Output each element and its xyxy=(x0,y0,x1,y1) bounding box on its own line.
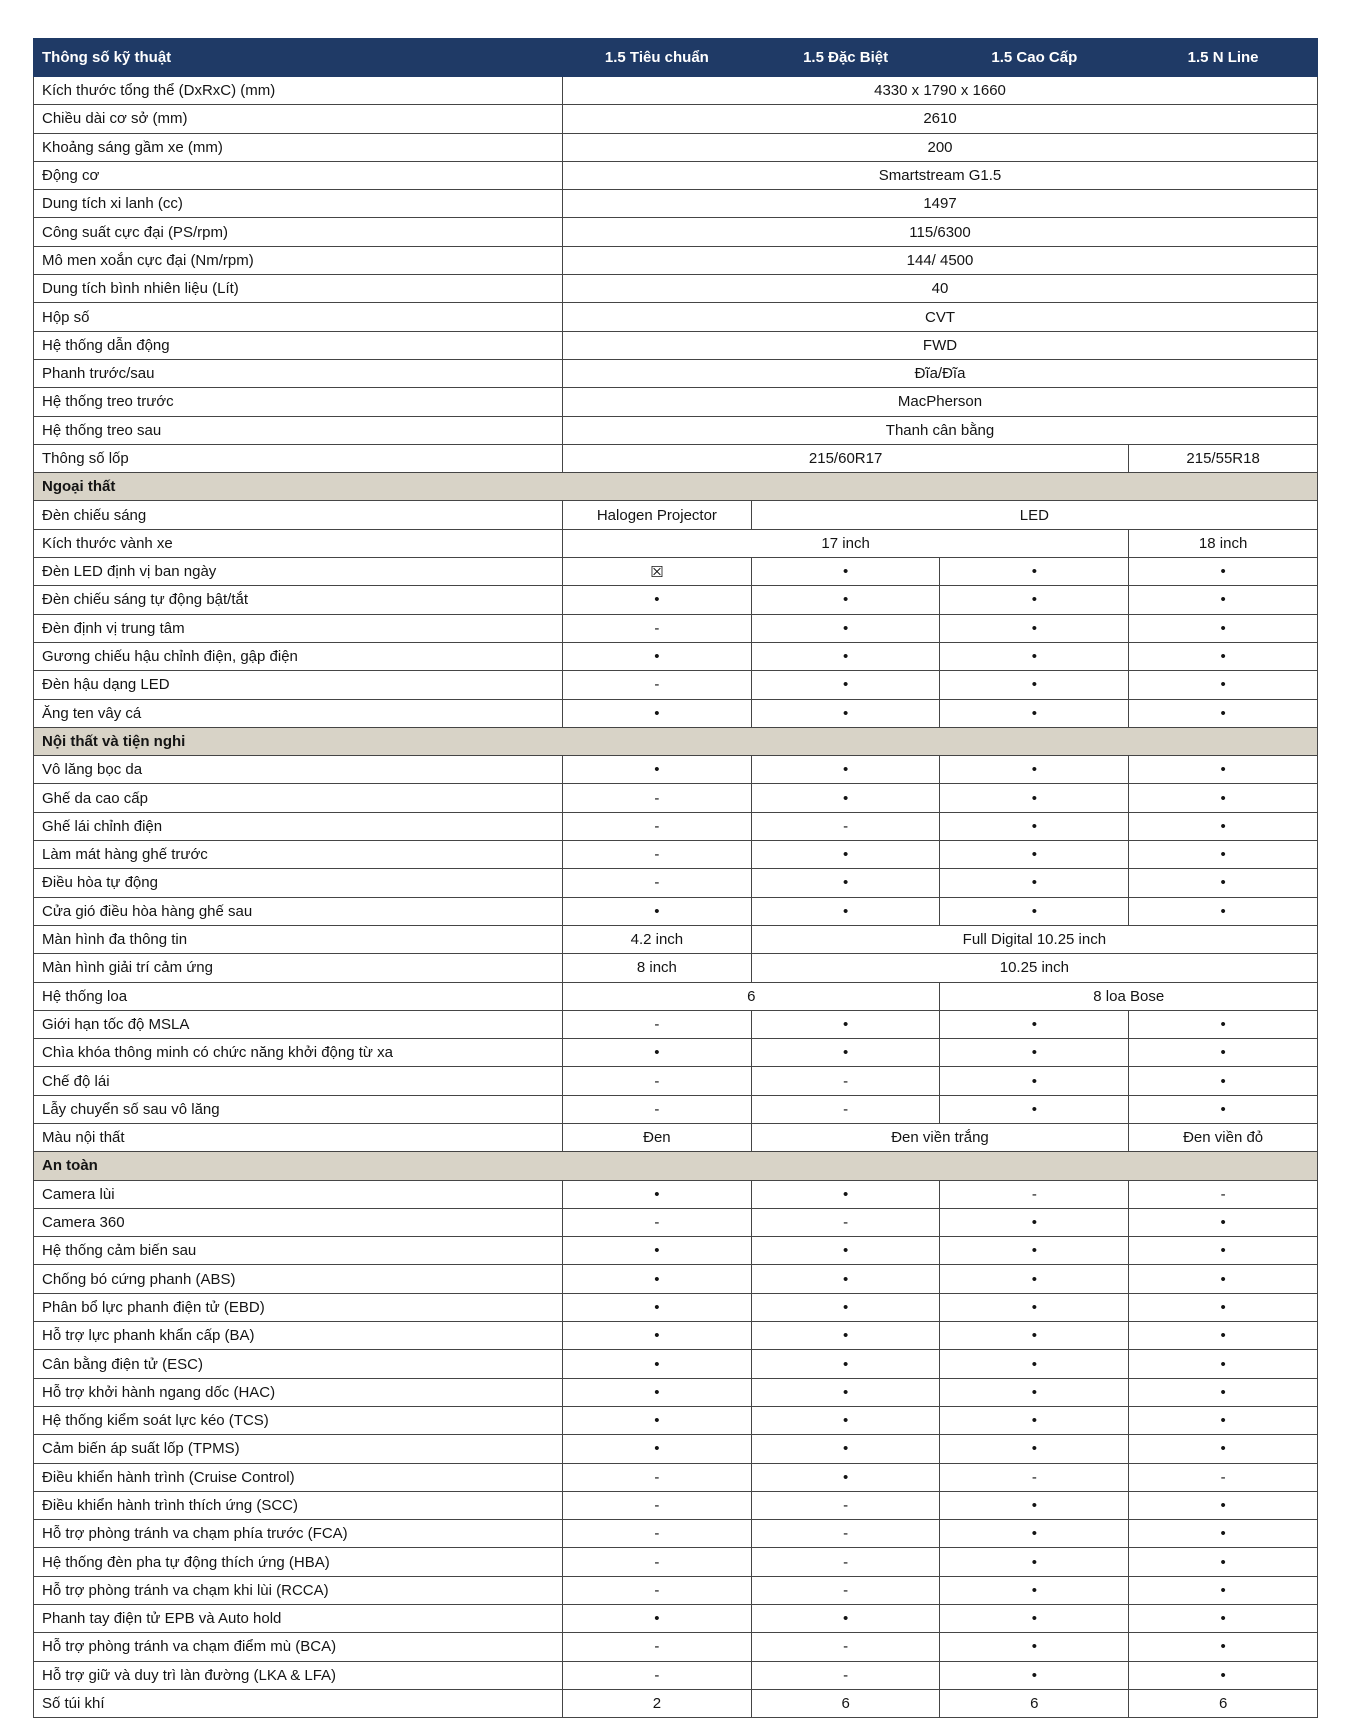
value-cell: - xyxy=(563,841,752,869)
value-cell: • xyxy=(940,642,1129,670)
spec-row xyxy=(34,897,1318,925)
spec-label: Vô lăng bọc da xyxy=(34,756,563,784)
value-cell: • xyxy=(1129,812,1318,840)
value-cell: • xyxy=(563,1350,752,1378)
value-cell: 4.2 inch xyxy=(563,925,752,953)
spec-label: Đèn chiếu sáng xyxy=(34,501,563,529)
value-cell: 6 xyxy=(751,1689,940,1717)
value-cell: • xyxy=(563,897,752,925)
value-cell: • xyxy=(940,671,1129,699)
value-cell: • xyxy=(940,841,1129,869)
spec-label: Chống bó cứng phanh (ABS) xyxy=(34,1265,563,1293)
value-cell: • xyxy=(940,1435,1129,1463)
spec-label: Màu nội thất xyxy=(34,1123,563,1151)
value-cell: - xyxy=(563,1661,752,1689)
value-cell: 200 xyxy=(563,133,1318,161)
value-cell: • xyxy=(751,1010,940,1038)
value-cell: 17 inch xyxy=(563,529,1129,557)
value-cell: • xyxy=(751,1378,940,1406)
section-title: Ngoại thất xyxy=(34,473,1318,501)
spec-label: Chiều dài cơ sở (mm) xyxy=(34,105,563,133)
spec-row xyxy=(34,133,1318,161)
value-cell: • xyxy=(1129,1406,1318,1434)
spec-label: Đèn định vị trung tâm xyxy=(34,614,563,642)
section-title: An toàn xyxy=(34,1152,1318,1180)
value-cell: • xyxy=(1129,784,1318,812)
value-cell: • xyxy=(1129,1548,1318,1576)
header-spec-label: Thông số kỹ thuật xyxy=(34,39,563,77)
value-cell: - xyxy=(1129,1180,1318,1208)
value-cell: • xyxy=(563,586,752,614)
spec-label: Hệ thống treo sau xyxy=(34,416,563,444)
value-cell: - xyxy=(1129,1463,1318,1491)
spec-label: Phân bổ lực phanh điện tử (EBD) xyxy=(34,1293,563,1321)
spec-label: Ghế lái chỉnh điện xyxy=(34,812,563,840)
value-cell: • xyxy=(1129,1095,1318,1123)
spec-row xyxy=(34,1265,1318,1293)
value-cell: - xyxy=(751,1633,940,1661)
spec-label: Camera lùi xyxy=(34,1180,563,1208)
spec-row xyxy=(34,1010,1318,1038)
value-cell: • xyxy=(563,1237,752,1265)
value-cell: • xyxy=(563,1435,752,1463)
value-cell: - xyxy=(751,1067,940,1095)
spec-label: Số túi khí xyxy=(34,1689,563,1717)
spec-label: Khoảng sáng gầm xe (mm) xyxy=(34,133,563,161)
value-cell: - xyxy=(563,1208,752,1236)
value-cell: - xyxy=(563,784,752,812)
spec-table-header xyxy=(34,39,1318,77)
value-cell: • xyxy=(563,1265,752,1293)
value-cell: • xyxy=(940,1406,1129,1434)
value-cell: • xyxy=(751,1435,940,1463)
value-cell: - xyxy=(751,1095,940,1123)
spec-label: Hệ thống kiểm soát lực kéo (TCS) xyxy=(34,1406,563,1434)
spec-row xyxy=(34,275,1318,303)
value-cell: • xyxy=(563,699,752,727)
value-cell: • xyxy=(751,642,940,670)
spec-label: Cảm biến áp suất lốp (TPMS) xyxy=(34,1435,563,1463)
spec-row xyxy=(34,1293,1318,1321)
value-cell: • xyxy=(1129,1208,1318,1236)
value-cell: - xyxy=(751,1208,940,1236)
spec-row xyxy=(34,869,1318,897)
spec-label: Hỗ trợ phòng tránh va chạm khi lùi (RCCA) xyxy=(34,1576,563,1604)
spec-row xyxy=(34,1208,1318,1236)
spec-label: Hệ thống dẫn động xyxy=(34,331,563,359)
value-cell: - xyxy=(563,1010,752,1038)
value-cell: • xyxy=(1129,1633,1318,1661)
value-cell: • xyxy=(1129,699,1318,727)
spec-label: Lẫy chuyển số sau vô lăng xyxy=(34,1095,563,1123)
spec-label: Chế độ lái xyxy=(34,1067,563,1095)
value-cell: 2 xyxy=(563,1689,752,1717)
spec-row xyxy=(34,1123,1318,1151)
spec-row xyxy=(34,331,1318,359)
spec-row xyxy=(34,784,1318,812)
spec-label: Kích thước vành xe xyxy=(34,529,563,557)
spec-row xyxy=(34,1520,1318,1548)
value-cell: • xyxy=(1129,1520,1318,1548)
value-cell: • xyxy=(1129,671,1318,699)
value-cell: • xyxy=(940,586,1129,614)
value-cell: • xyxy=(751,699,940,727)
value-cell: • xyxy=(751,1406,940,1434)
value-cell: • xyxy=(1129,1265,1318,1293)
value-cell: • xyxy=(940,756,1129,784)
spec-label: Hỗ trợ phòng tránh va chạm phía trước (FCA) xyxy=(34,1520,563,1548)
spec-row xyxy=(34,812,1318,840)
value-cell: • xyxy=(1129,1039,1318,1067)
spec-row xyxy=(34,614,1318,642)
value-cell: • xyxy=(940,1208,1129,1236)
value-cell: • xyxy=(940,1605,1129,1633)
value-cell: - xyxy=(751,1520,940,1548)
spec-label: Động cơ xyxy=(34,161,563,189)
header-trim-tieu-chuan: 1.5 Tiêu chuẩn xyxy=(563,39,752,77)
spec-row xyxy=(34,444,1318,472)
value-cell: • xyxy=(940,699,1129,727)
spec-label: Đèn LED định vị ban ngày xyxy=(34,558,563,586)
value-cell: • xyxy=(940,1661,1129,1689)
value-cell: • xyxy=(1129,1661,1318,1689)
spec-label: Gương chiếu hậu chỉnh điện, gập điện xyxy=(34,642,563,670)
value-cell: • xyxy=(563,1039,752,1067)
value-cell: • xyxy=(940,1548,1129,1576)
spec-label: Thông số lốp xyxy=(34,444,563,472)
value-cell: • xyxy=(751,1322,940,1350)
value-cell: 144/ 4500 xyxy=(563,246,1318,274)
spec-label: Màn hình đa thông tin xyxy=(34,925,563,953)
value-cell: • xyxy=(940,897,1129,925)
value-cell: • xyxy=(1129,642,1318,670)
value-cell: • xyxy=(751,1180,940,1208)
value-cell: • xyxy=(563,1322,752,1350)
value-cell: • xyxy=(940,1576,1129,1604)
spec-row xyxy=(34,1406,1318,1434)
spec-label: Hệ thống treo trước xyxy=(34,388,563,416)
value-cell: - xyxy=(563,1548,752,1576)
spec-row xyxy=(34,1605,1318,1633)
spec-label: Phanh trước/sau xyxy=(34,359,563,387)
spec-row xyxy=(34,1180,1318,1208)
value-cell: Thanh cân bằng xyxy=(563,416,1318,444)
value-cell: • xyxy=(940,1237,1129,1265)
value-cell: - xyxy=(751,1661,940,1689)
spec-row xyxy=(34,1237,1318,1265)
value-cell: • xyxy=(563,642,752,670)
spec-label: Kích thước tổng thể (DxRxC) (mm) xyxy=(34,77,563,105)
value-cell: • xyxy=(940,1010,1129,1038)
value-cell: • xyxy=(751,784,940,812)
spec-row xyxy=(34,1576,1318,1604)
spec-label: Hệ thống đèn pha tự động thích ứng (HBA) xyxy=(34,1548,563,1576)
value-cell: • xyxy=(563,1180,752,1208)
spec-row xyxy=(34,218,1318,246)
spec-label: Hỗ trợ khởi hành ngang dốc (HAC) xyxy=(34,1378,563,1406)
value-cell: - xyxy=(940,1463,1129,1491)
value-cell: • xyxy=(1129,1237,1318,1265)
spec-row xyxy=(34,756,1318,784)
value-cell: • xyxy=(1129,1605,1318,1633)
spec-row xyxy=(34,1661,1318,1689)
section-row xyxy=(34,473,1318,501)
spec-label: Hỗ trợ lực phanh khẩn cấp (BA) xyxy=(34,1322,563,1350)
value-cell: - xyxy=(563,614,752,642)
spec-row xyxy=(34,190,1318,218)
value-cell: • xyxy=(751,558,940,586)
spec-row xyxy=(34,1378,1318,1406)
value-cell: • xyxy=(751,1463,940,1491)
spec-row xyxy=(34,1435,1318,1463)
section-row xyxy=(34,1152,1318,1180)
value-cell: 6 xyxy=(940,1689,1129,1717)
section-row xyxy=(34,727,1318,755)
spec-label: Hệ thống cảm biến sau xyxy=(34,1237,563,1265)
value-cell: • xyxy=(1129,1435,1318,1463)
value-cell: • xyxy=(1129,841,1318,869)
spec-label: Mô men xoắn cực đại (Nm/rpm) xyxy=(34,246,563,274)
spec-label: Điều khiển hành trình thích ứng (SCC) xyxy=(34,1491,563,1519)
spec-label: Cân bằng điện tử (ESC) xyxy=(34,1350,563,1378)
value-cell: Halogen Projector xyxy=(563,501,752,529)
spec-row xyxy=(34,925,1318,953)
value-cell: Smartstream G1.5 xyxy=(563,161,1318,189)
spec-label: Màn hình giải trí cảm ứng xyxy=(34,954,563,982)
value-cell: • xyxy=(940,1350,1129,1378)
value-cell: • xyxy=(940,1633,1129,1661)
value-cell: • xyxy=(940,1039,1129,1067)
spec-row xyxy=(34,1633,1318,1661)
value-cell: • xyxy=(1129,1067,1318,1095)
spec-row xyxy=(34,1322,1318,1350)
value-cell: - xyxy=(751,1491,940,1519)
value-cell: • xyxy=(751,614,940,642)
value-cell: • xyxy=(563,756,752,784)
spec-row xyxy=(34,416,1318,444)
spec-label: Ghế da cao cấp xyxy=(34,784,563,812)
value-cell: - xyxy=(563,1463,752,1491)
value-cell: • xyxy=(563,1378,752,1406)
value-cell: • xyxy=(940,1322,1129,1350)
value-cell: 8 inch xyxy=(563,954,752,982)
value-cell: 215/55R18 xyxy=(1129,444,1318,472)
spec-label: Dung tích xi lanh (cc) xyxy=(34,190,563,218)
spec-row xyxy=(34,1039,1318,1067)
value-cell: • xyxy=(751,841,940,869)
spec-row xyxy=(34,954,1318,982)
value-cell: • xyxy=(1129,1010,1318,1038)
value-cell: • xyxy=(1129,756,1318,784)
value-cell: - xyxy=(563,1633,752,1661)
spec-row xyxy=(34,388,1318,416)
spec-table-body xyxy=(34,77,1318,1718)
value-cell: • xyxy=(940,1095,1129,1123)
value-cell: 215/60R17 xyxy=(563,444,1129,472)
value-cell: • xyxy=(751,1237,940,1265)
value-cell: • xyxy=(751,756,940,784)
value-cell: • xyxy=(751,1605,940,1633)
value-cell: • xyxy=(1129,586,1318,614)
spec-label: Hộp số xyxy=(34,303,563,331)
spec-row xyxy=(34,1067,1318,1095)
spec-row xyxy=(34,1548,1318,1576)
value-cell: 18 inch xyxy=(1129,529,1318,557)
value-cell: - xyxy=(563,869,752,897)
spec-label: Cửa gió điều hòa hàng ghế sau xyxy=(34,897,563,925)
spec-label: Hỗ trợ phòng tránh va chạm điểm mù (BCA) xyxy=(34,1633,563,1661)
spec-table xyxy=(33,38,1318,1718)
value-cell: - xyxy=(563,812,752,840)
value-cell: - xyxy=(563,1520,752,1548)
value-cell: 4330 x 1790 x 1660 xyxy=(563,77,1318,105)
value-cell: Full Digital 10.25 inch xyxy=(751,925,1317,953)
spec-label: Giới hạn tốc độ MSLA xyxy=(34,1010,563,1038)
spec-label: Đèn chiếu sáng tự động bật/tắt xyxy=(34,586,563,614)
value-cell: ☒ xyxy=(563,558,752,586)
spec-row xyxy=(34,1491,1318,1519)
spec-label: Làm mát hàng ghế trước xyxy=(34,841,563,869)
spec-label: Hỗ trợ giữ và duy trì làn đường (LKA & LFA) xyxy=(34,1661,563,1689)
spec-row xyxy=(34,246,1318,274)
spec-label: Đèn hậu dạng LED xyxy=(34,671,563,699)
value-cell: 6 xyxy=(563,982,940,1010)
value-cell: - xyxy=(940,1180,1129,1208)
spec-row xyxy=(34,529,1318,557)
value-cell: • xyxy=(940,1265,1129,1293)
spec-label: Công suất cực đại (PS/rpm) xyxy=(34,218,563,246)
value-cell: • xyxy=(751,671,940,699)
value-cell: • xyxy=(940,558,1129,586)
value-cell: • xyxy=(940,1491,1129,1519)
spec-row xyxy=(34,105,1318,133)
value-cell: 10.25 inch xyxy=(751,954,1317,982)
spec-label: Dung tích bình nhiên liệu (Lít) xyxy=(34,275,563,303)
value-cell: • xyxy=(940,1520,1129,1548)
value-cell: - xyxy=(751,1576,940,1604)
value-cell: • xyxy=(1129,869,1318,897)
value-cell: - xyxy=(751,1548,940,1576)
value-cell: - xyxy=(563,1095,752,1123)
spec-label: Điều hòa tự động xyxy=(34,869,563,897)
value-cell: • xyxy=(1129,1491,1318,1519)
value-cell: Đen viền đỏ xyxy=(1129,1123,1318,1151)
value-cell: - xyxy=(563,1491,752,1519)
value-cell: - xyxy=(751,812,940,840)
value-cell: • xyxy=(751,586,940,614)
spec-row xyxy=(34,1095,1318,1123)
spec-label: Chìa khóa thông minh có chức năng khởi động từ xa xyxy=(34,1039,563,1067)
value-cell: 6 xyxy=(1129,1689,1318,1717)
value-cell: • xyxy=(751,1293,940,1321)
value-cell: 40 xyxy=(563,275,1318,303)
value-cell: Đen viền trắng xyxy=(751,1123,1128,1151)
spec-row xyxy=(34,1689,1318,1717)
spec-row xyxy=(34,841,1318,869)
value-cell: • xyxy=(751,869,940,897)
value-cell: • xyxy=(1129,1378,1318,1406)
section-title: Nội thất và tiện nghi xyxy=(34,727,1318,755)
value-cell: MacPherson xyxy=(563,388,1318,416)
value-cell: • xyxy=(1129,614,1318,642)
value-cell: CVT xyxy=(563,303,1318,331)
spec-row xyxy=(34,642,1318,670)
value-cell: • xyxy=(563,1605,752,1633)
value-cell: Đen xyxy=(563,1123,752,1151)
spec-row xyxy=(34,359,1318,387)
value-cell: • xyxy=(751,897,940,925)
value-cell: - xyxy=(563,1067,752,1095)
spec-row xyxy=(34,303,1318,331)
value-cell: - xyxy=(563,671,752,699)
spec-row xyxy=(34,671,1318,699)
spec-row xyxy=(34,1463,1318,1491)
header-trim-n-line: 1.5 N Line xyxy=(1129,39,1318,77)
value-cell: • xyxy=(1129,897,1318,925)
value-cell: 1497 xyxy=(563,190,1318,218)
value-cell: 8 loa Bose xyxy=(940,982,1318,1010)
value-cell: • xyxy=(940,1067,1129,1095)
spec-label: Phanh tay điện tử EPB và Auto hold xyxy=(34,1605,563,1633)
spec-row xyxy=(34,699,1318,727)
spec-row xyxy=(34,586,1318,614)
value-cell: • xyxy=(940,784,1129,812)
spec-label: Điều khiển hành trình (Cruise Control) xyxy=(34,1463,563,1491)
spec-row xyxy=(34,1350,1318,1378)
value-cell: • xyxy=(751,1039,940,1067)
value-cell: • xyxy=(1129,558,1318,586)
value-cell: FWD xyxy=(563,331,1318,359)
header-trim-dac-biet: 1.5 Đặc Biệt xyxy=(751,39,940,77)
spec-label: Hệ thống loa xyxy=(34,982,563,1010)
header-row xyxy=(34,39,1318,77)
value-cell: • xyxy=(1129,1350,1318,1378)
value-cell: • xyxy=(1129,1293,1318,1321)
value-cell: • xyxy=(1129,1576,1318,1604)
spec-label: Camera 360 xyxy=(34,1208,563,1236)
value-cell: Đĩa/Đĩa xyxy=(563,359,1318,387)
value-cell: 2610 xyxy=(563,105,1318,133)
value-cell: LED xyxy=(751,501,1317,529)
value-cell: • xyxy=(751,1265,940,1293)
value-cell: • xyxy=(1129,1322,1318,1350)
value-cell: • xyxy=(940,614,1129,642)
value-cell: • xyxy=(940,812,1129,840)
header-trim-cao-cap: 1.5 Cao Cấp xyxy=(940,39,1129,77)
value-cell: • xyxy=(940,1293,1129,1321)
spec-row xyxy=(34,161,1318,189)
spec-row xyxy=(34,501,1318,529)
value-cell: 115/6300 xyxy=(563,218,1318,246)
spec-row xyxy=(34,982,1318,1010)
value-cell: • xyxy=(940,869,1129,897)
value-cell: - xyxy=(563,1576,752,1604)
value-cell: • xyxy=(751,1350,940,1378)
value-cell: • xyxy=(563,1293,752,1321)
spec-row xyxy=(34,77,1318,105)
spec-row xyxy=(34,558,1318,586)
spec-label: Ăng ten vây cá xyxy=(34,699,563,727)
value-cell: • xyxy=(940,1378,1129,1406)
value-cell: • xyxy=(563,1406,752,1434)
